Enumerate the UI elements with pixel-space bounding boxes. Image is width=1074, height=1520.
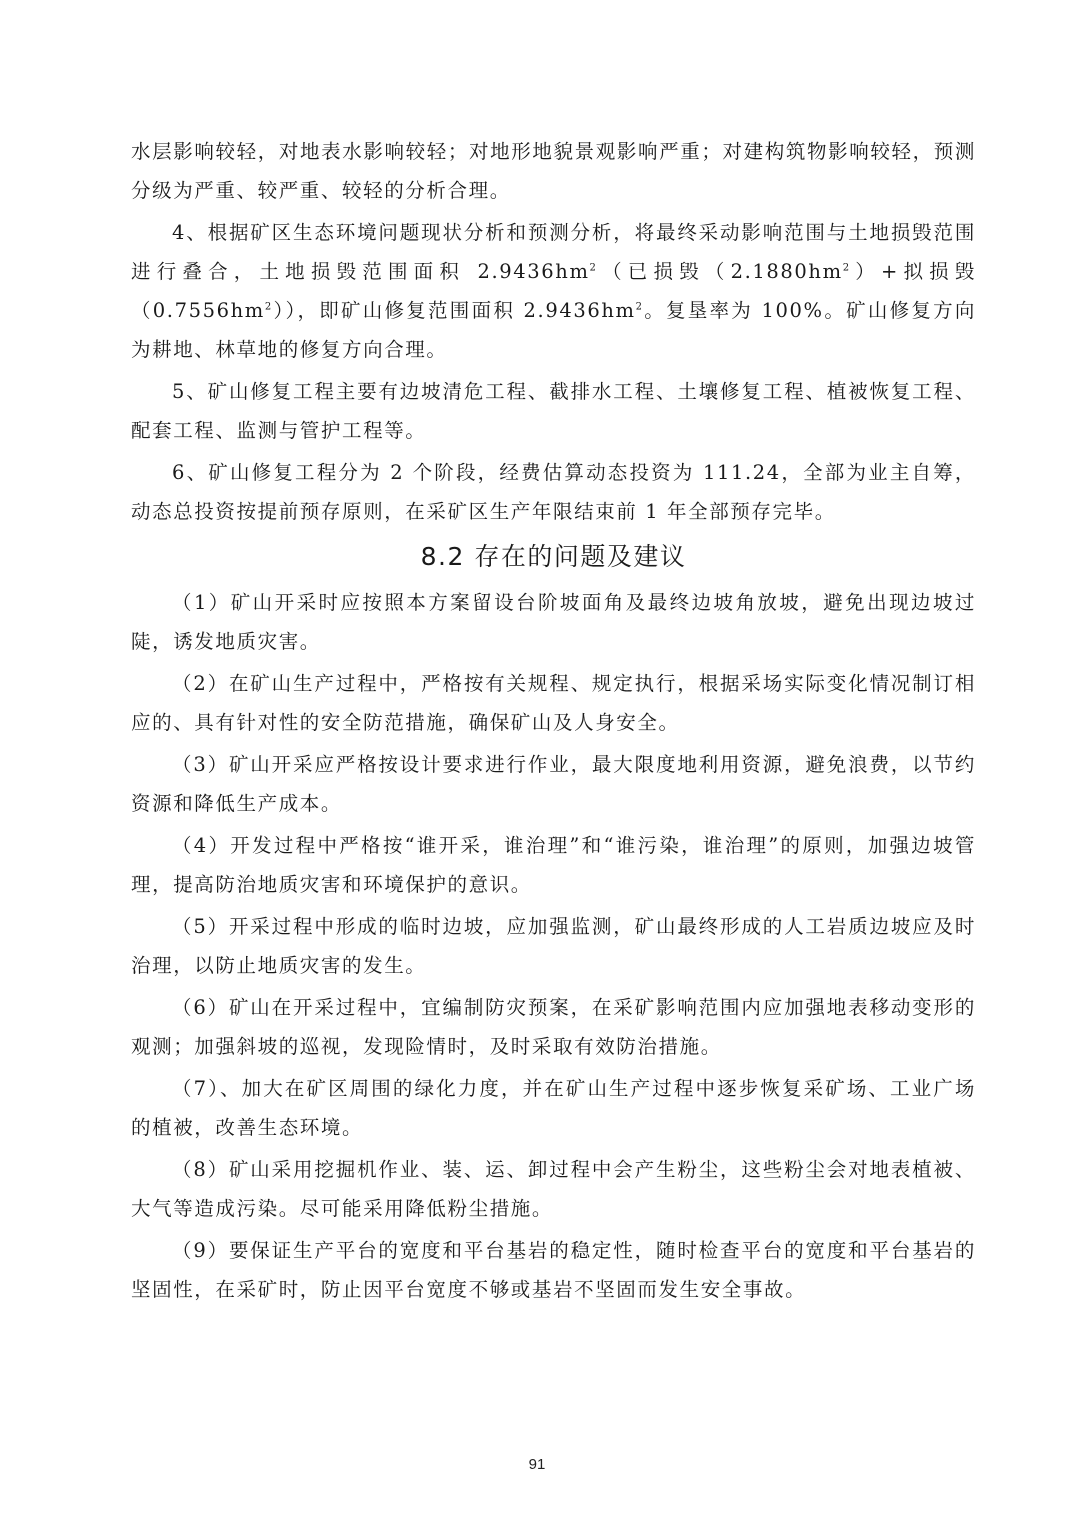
paragraph-continuation: 水层影响较轻，对地表水影响较轻；对地形地貌景观影响严重；对建构筑物影响较轻，预测分级为严重、较严重、较轻的分析合理。 <box>131 140 976 202</box>
paragraph-item-6: 6、矿山修复工程分为 2 个阶段，经费估算动态投资为 111.24，全部为业主自筹，动态总投资按提前预存原则，在采矿区生产年限结束前 1 年全部预存完毕。 <box>131 461 976 523</box>
suggestion-9: （9）要保证生产平台的宽度和平台基岩的稳定性，随时检查平台的宽度和平台基岩的坚固性，在采矿时，防止因平台宽度不够或基岩不坚固而发生安全事故。 <box>131 1239 976 1301</box>
item4-sup-4: 2 <box>635 301 644 313</box>
suggestion-3: （3）矿山开采应严格按设计要求进行作业，最大限度地利用资源，避免浪费，以节约资源和降低生产成本。 <box>131 753 976 815</box>
item4-text-c: ）+拟损毁（0.7556hm <box>131 260 976 322</box>
item4-sup-1: 2 <box>589 262 598 274</box>
item4-text-b: （已损毁（2.1880hm <box>597 260 843 283</box>
suggestion-5: （5）开采过程中形成的临时边坡，应加强监测，矿山最终形成的人工岩质边坡应及时治理，以防止地质灾害的发生。 <box>131 915 976 977</box>
paragraph-item-4 <box>131 213 976 369</box>
paragraph-item-5: 5、矿山修复工程主要有边坡清危工程、截排水工程、土壤修复工程、植被恢复工程、配套工程、监测与管护工程等。 <box>131 380 976 442</box>
document-page <box>131 132 976 1312</box>
item4-sup-2: 2 <box>842 262 851 274</box>
page-number: 91 <box>528 1456 546 1473</box>
item4-text-d: ）），即矿山修复范围面积 2.9436hm <box>272 299 636 322</box>
item4-text-a: 4、根据矿区生态环境问题现状分析和预测分析，将最终采动影响范围与土地损毁范围进行叠合，土地损毁范围面积 2.9436hm <box>131 221 976 283</box>
suggestion-1: （1）矿山开采时应按照本方案留设台阶坡面角及最终边坡角放坡，避免出现边坡过陡，诱发地质灾害。 <box>131 591 976 653</box>
section-title: 8.2 存在的问题及建议 <box>420 542 687 571</box>
item4-text-e: 。复垦率为 100%。矿山修复方向为耕地、林草地的修复方向合理。 <box>131 299 976 361</box>
suggestion-2: （2）在矿山生产过程中，严格按有关规程、规定执行，根据采场实际变化情况制订相应的、具有针对性的安全防范措施，确保矿山及人身安全。 <box>131 672 976 734</box>
suggestion-4: （4）开发过程中严格按“谁开采，谁治理”和“谁污染，谁治理”的原则，加强边坡管理，提高防治地质灾害和环境保护的意识。 <box>131 834 976 896</box>
suggestion-7: （7）、加大在矿区周围的绿化力度，并在矿山生产过程中逐步恢复采矿场、工业广场的植被，改善生态环境。 <box>131 1077 976 1139</box>
suggestion-6: （6）矿山在开采过程中，宜编制防灾预案，在采矿影响范围内应加强地表移动变形的观测；加强斜坡的巡视，发现险情时，及时采取有效防治措施。 <box>131 996 976 1058</box>
item4-sup-3: 2 <box>264 301 273 313</box>
suggestion-8: （8）矿山采用挖掘机作业、装、运、卸过程中会产生粉尘，这些粉尘会对地表植被、大气等造成污染。尽可能采用降低粉尘措施。 <box>131 1158 976 1220</box>
